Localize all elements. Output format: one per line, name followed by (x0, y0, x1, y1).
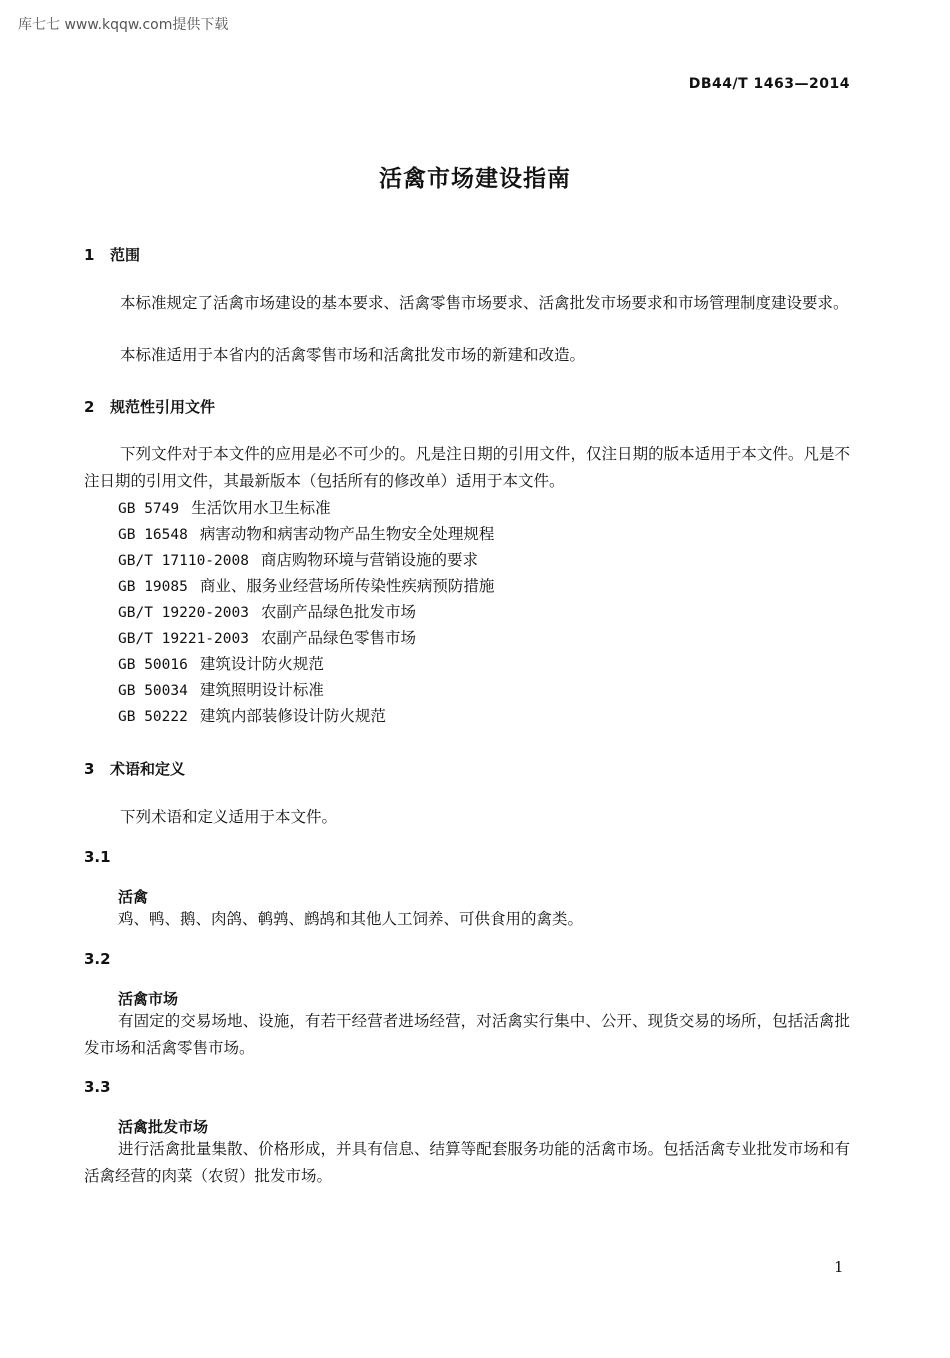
reference-title: 建筑内部装修设计防火规范 (199, 707, 386, 725)
list-item (118, 573, 494, 599)
references-paragraph: 下列文件对于本文件的应用是必不可少的。凡是注日期的引用文件，仅注日期的版本适用于本文件。凡是不注日期的引用文件，其最新版本（包括所有的修改单）适用于本文件。 (84, 445, 850, 490)
reference-code: GB 19085 (118, 579, 188, 595)
reference-code: GB/T 17110-2008 (118, 553, 249, 569)
term-name: 活禽 (118, 888, 149, 906)
list-item (118, 703, 494, 729)
reference-title: 农副产品绿色批发市场 (260, 603, 416, 621)
scope-paragraph-1: 本标准规定了活禽市场建设的基本要求、活禽零售市场要求、活禽批发市场要求和市场管理制度建设要求。 (120, 294, 849, 312)
reference-code: GB/T 19221-2003 (118, 631, 249, 647)
section-heading-scope (84, 244, 140, 265)
list-item (118, 521, 494, 547)
reference-code: GB 50222 (118, 709, 188, 725)
term-name: 活禽市场 (118, 990, 179, 1008)
reference-code: GB 5749 (118, 501, 180, 517)
section-number: 3 (84, 760, 95, 778)
list-item (118, 599, 494, 625)
section-heading-references (84, 396, 215, 417)
scope-paragraph-2: 本标准适用于本省内的活禽零售市场和活禽批发市场的新建和改造。 (120, 346, 586, 364)
term-number: 3.1 (84, 848, 111, 866)
page-title: 活禽市场建设指南 (379, 166, 571, 192)
term-definition: 鸡、鸭、鹅、肉鸽、鹌鹑、鹧鸪和其他人工饲养、可供食用的禽类。 (118, 910, 584, 928)
term-name: 活禽批发市场 (118, 1118, 209, 1136)
list-item (118, 677, 494, 703)
reference-code: GB 16548 (118, 527, 188, 543)
reference-title: 商业、服务业经营场所传染性疾病预防措施 (199, 577, 495, 595)
document-number: DB44/T 1463—2014 (688, 76, 850, 92)
reference-title: 生活饮用水卫生标准 (191, 499, 331, 517)
term-number: 3.3 (84, 1078, 111, 1096)
list-item (118, 547, 494, 573)
reference-title: 商店购物环境与营销设施的要求 (260, 551, 478, 569)
list-item (118, 651, 494, 677)
reference-title: 建筑照明设计标准 (199, 681, 324, 699)
reference-list (118, 495, 494, 729)
section-heading-terms (84, 758, 185, 779)
reference-title: 农副产品绿色零售市场 (260, 629, 416, 647)
page-number: 1 (834, 1258, 844, 1276)
term-number: 3.2 (84, 950, 111, 968)
reference-code: GB/T 19220-2003 (118, 605, 249, 621)
term-definition: 进行活禽批量集散、价格形成，并具有信息、结算等配套服务功能的活禽市场。包括活禽专业批发市场和有活禽经营的肉菜（农贸）批发市场。 (84, 1140, 850, 1185)
section-number: 2 (84, 398, 95, 416)
section-title: 术语和定义 (110, 760, 186, 778)
list-item (118, 495, 494, 521)
list-item (118, 625, 494, 651)
reference-title: 建筑设计防火规范 (199, 655, 324, 673)
section-title: 范围 (110, 246, 141, 264)
terms-intro-paragraph: 下列术语和定义适用于本文件。 (120, 808, 338, 826)
reference-title: 病害动物和病害动物产品生物安全处理规程 (199, 525, 495, 543)
reference-code: GB 50034 (118, 683, 188, 699)
watermark-text: 库七七 www.kqqw.com提供下载 (18, 17, 229, 33)
section-title: 规范性引用文件 (110, 398, 216, 416)
term-definition: 有固定的交易场地、设施，有若干经营者进场经营，对活禽实行集中、公开、现货交易的场所，包括活禽批发市场和活禽零售市场。 (84, 1012, 850, 1057)
reference-code: GB 50016 (118, 657, 188, 673)
section-number: 1 (84, 246, 95, 264)
